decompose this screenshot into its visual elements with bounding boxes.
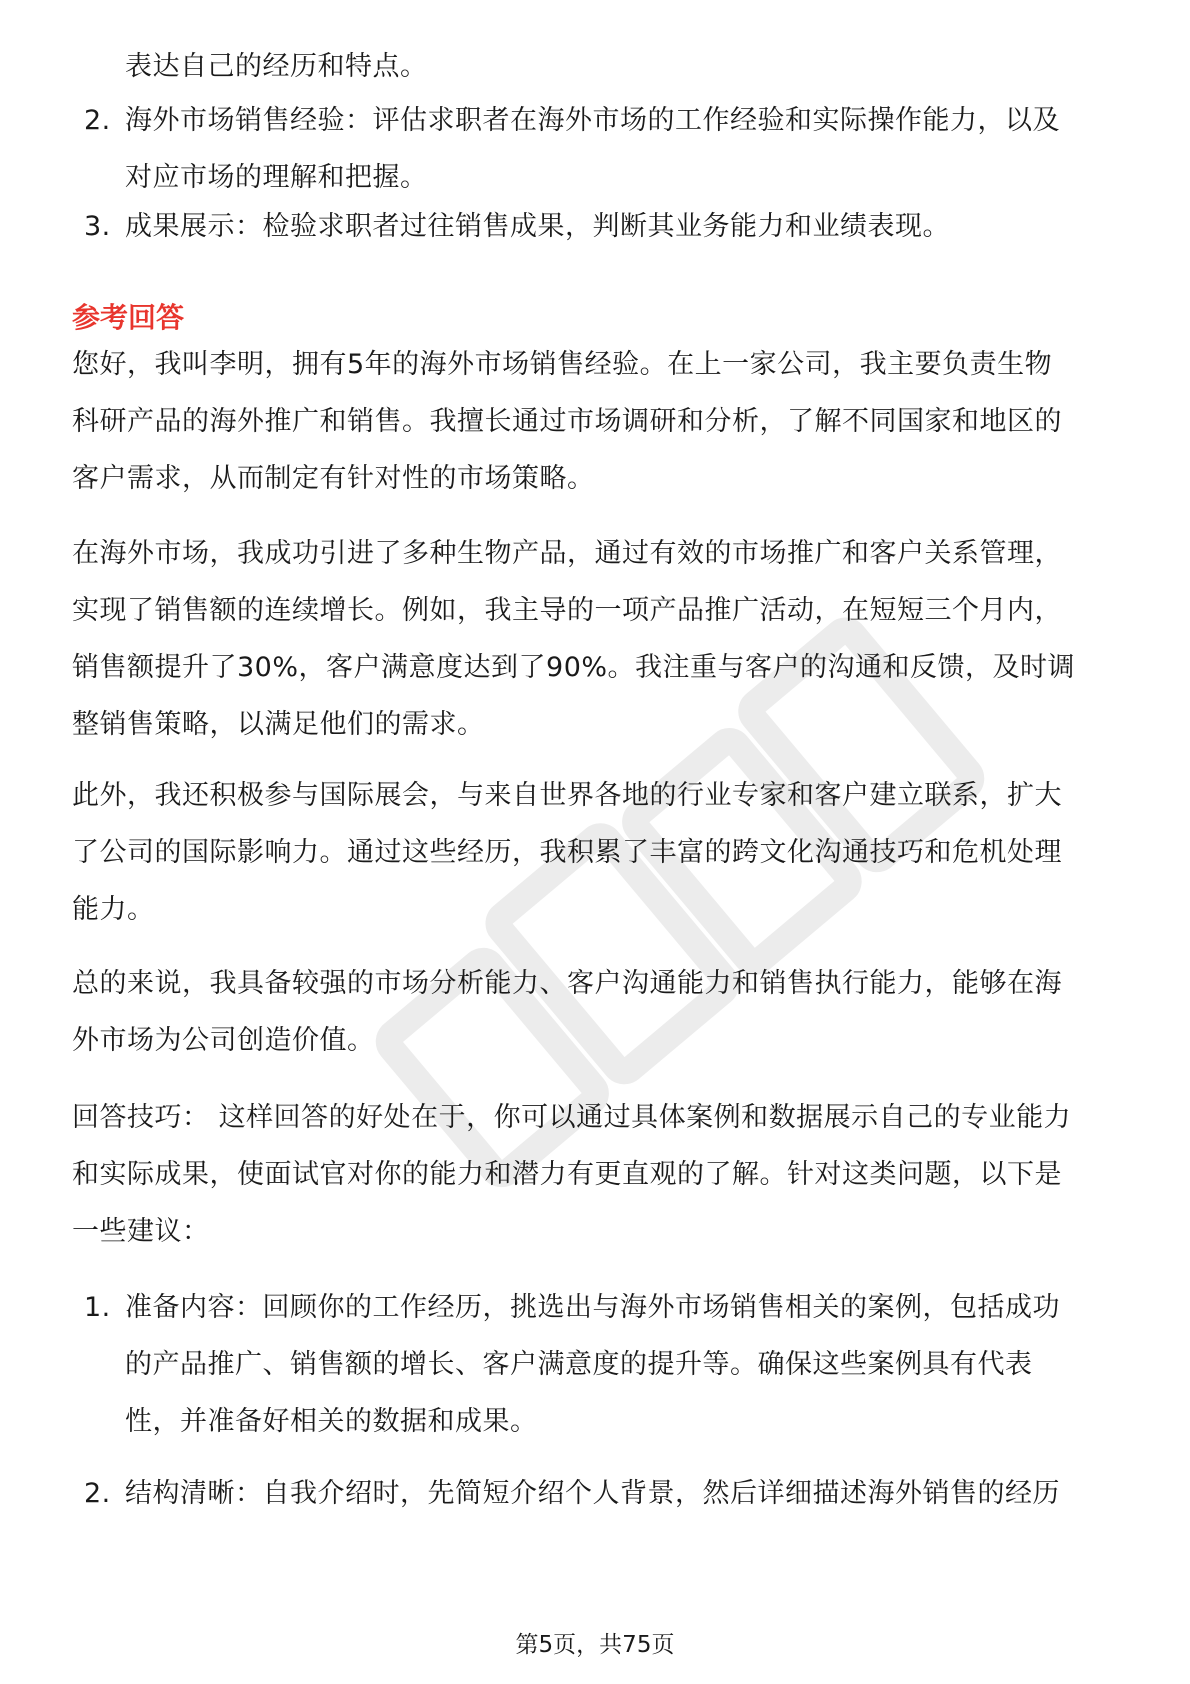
- paragraph: [72, 1089, 1132, 1260]
- paragraph: [72, 336, 1132, 507]
- list-number: 3.: [84, 211, 111, 242]
- list-item-line: 结构清晰：自我介绍时，先简短介绍个人背景，然后详细描述海外销售的经历: [125, 1478, 1060, 1509]
- section-heading: 参考回答: [72, 301, 185, 334]
- list-number: 1.: [84, 1292, 111, 1323]
- paragraph-line: 此外，我还积极参与国际展会，与来自世界各地的行业专家和客户建立联系，扩大: [72, 780, 1062, 811]
- paragraph: [72, 767, 1132, 938]
- paragraph-line: 您好，我叫李明，拥有5年的海外市场销售经验。在上一家公司，我主要负责生物: [72, 349, 1053, 380]
- list-item-body: [125, 198, 1125, 255]
- list-item-line: 的产品推广、销售额的增长、客户满意度的提升等。确保这些案例具有代表: [125, 1349, 1033, 1380]
- list-item-line: 准备内容：回顾你的工作经历，挑选出与海外市场销售相关的案例，包括成功: [125, 1292, 1060, 1323]
- paragraph-line: 科研产品的海外推广和销售。我擅长通过市场调研和分析，了解不同国家和地区的: [72, 406, 1062, 437]
- list-item-body: [125, 1465, 1125, 1522]
- paragraph-line: 在海外市场，我成功引进了多种生物产品，通过有效的市场推广和客户关系管理，: [72, 538, 1062, 569]
- list-item-body: [125, 92, 1125, 206]
- list-item-body: [125, 1279, 1125, 1450]
- paragraph-line: 总的来说，我具备较强的市场分析能力、客户沟通能力和销售执行能力，能够在海: [72, 968, 1062, 999]
- list-number: 2.: [84, 1478, 111, 1509]
- paragraph: [72, 955, 1132, 1069]
- paragraph-line: 实现了销售额的连续增长。例如，我主导的一项产品推广活动，在短短三个月内，: [72, 595, 1062, 626]
- list-number: 2.: [84, 105, 111, 136]
- paragraph-line: 整销售策略，以满足他们的需求。: [72, 709, 485, 740]
- paragraph-line: 外市场为公司创造价值。: [72, 1025, 375, 1056]
- paragraph-line: 一些建议：: [72, 1216, 210, 1247]
- paragraph-line: 能力。: [72, 894, 155, 925]
- list-item-line: 对应市场的理解和把握。: [125, 162, 428, 193]
- paragraph-line: 客户需求，从而制定有针对性的市场策略。: [72, 463, 595, 494]
- paragraph: [72, 525, 1132, 753]
- list-item-line: 成果展示：检验求职者过往销售成果，判断其业务能力和业绩表现。: [125, 211, 950, 242]
- paragraph-line: 销售额提升了30%，客户满意度达到了90%。我注重与客户的沟通和反馈，及时调: [72, 652, 1076, 683]
- continuation-line: 表达自己的经历和特点。: [125, 51, 428, 82]
- list-item-line: 性，并准备好相关的数据和成果。: [125, 1406, 538, 1437]
- paragraph-line: 回答技巧： 这样回答的好处在于，你可以通过具体案例和数据展示自己的专业能力: [72, 1102, 1072, 1133]
- page-number-footer: 第5页，共75页: [515, 1632, 675, 1658]
- list-item-line: 海外市场销售经验：评估求职者在海外市场的工作经验和实际操作能力，以及: [125, 105, 1060, 136]
- paragraph-line: 和实际成果，使面试官对你的能力和潜力有更直观的了解。针对这类问题，以下是: [72, 1159, 1062, 1190]
- paragraph-line: 了公司的国际影响力。通过这些经历，我积累了丰富的跨文化沟通技巧和危机处理: [72, 837, 1062, 868]
